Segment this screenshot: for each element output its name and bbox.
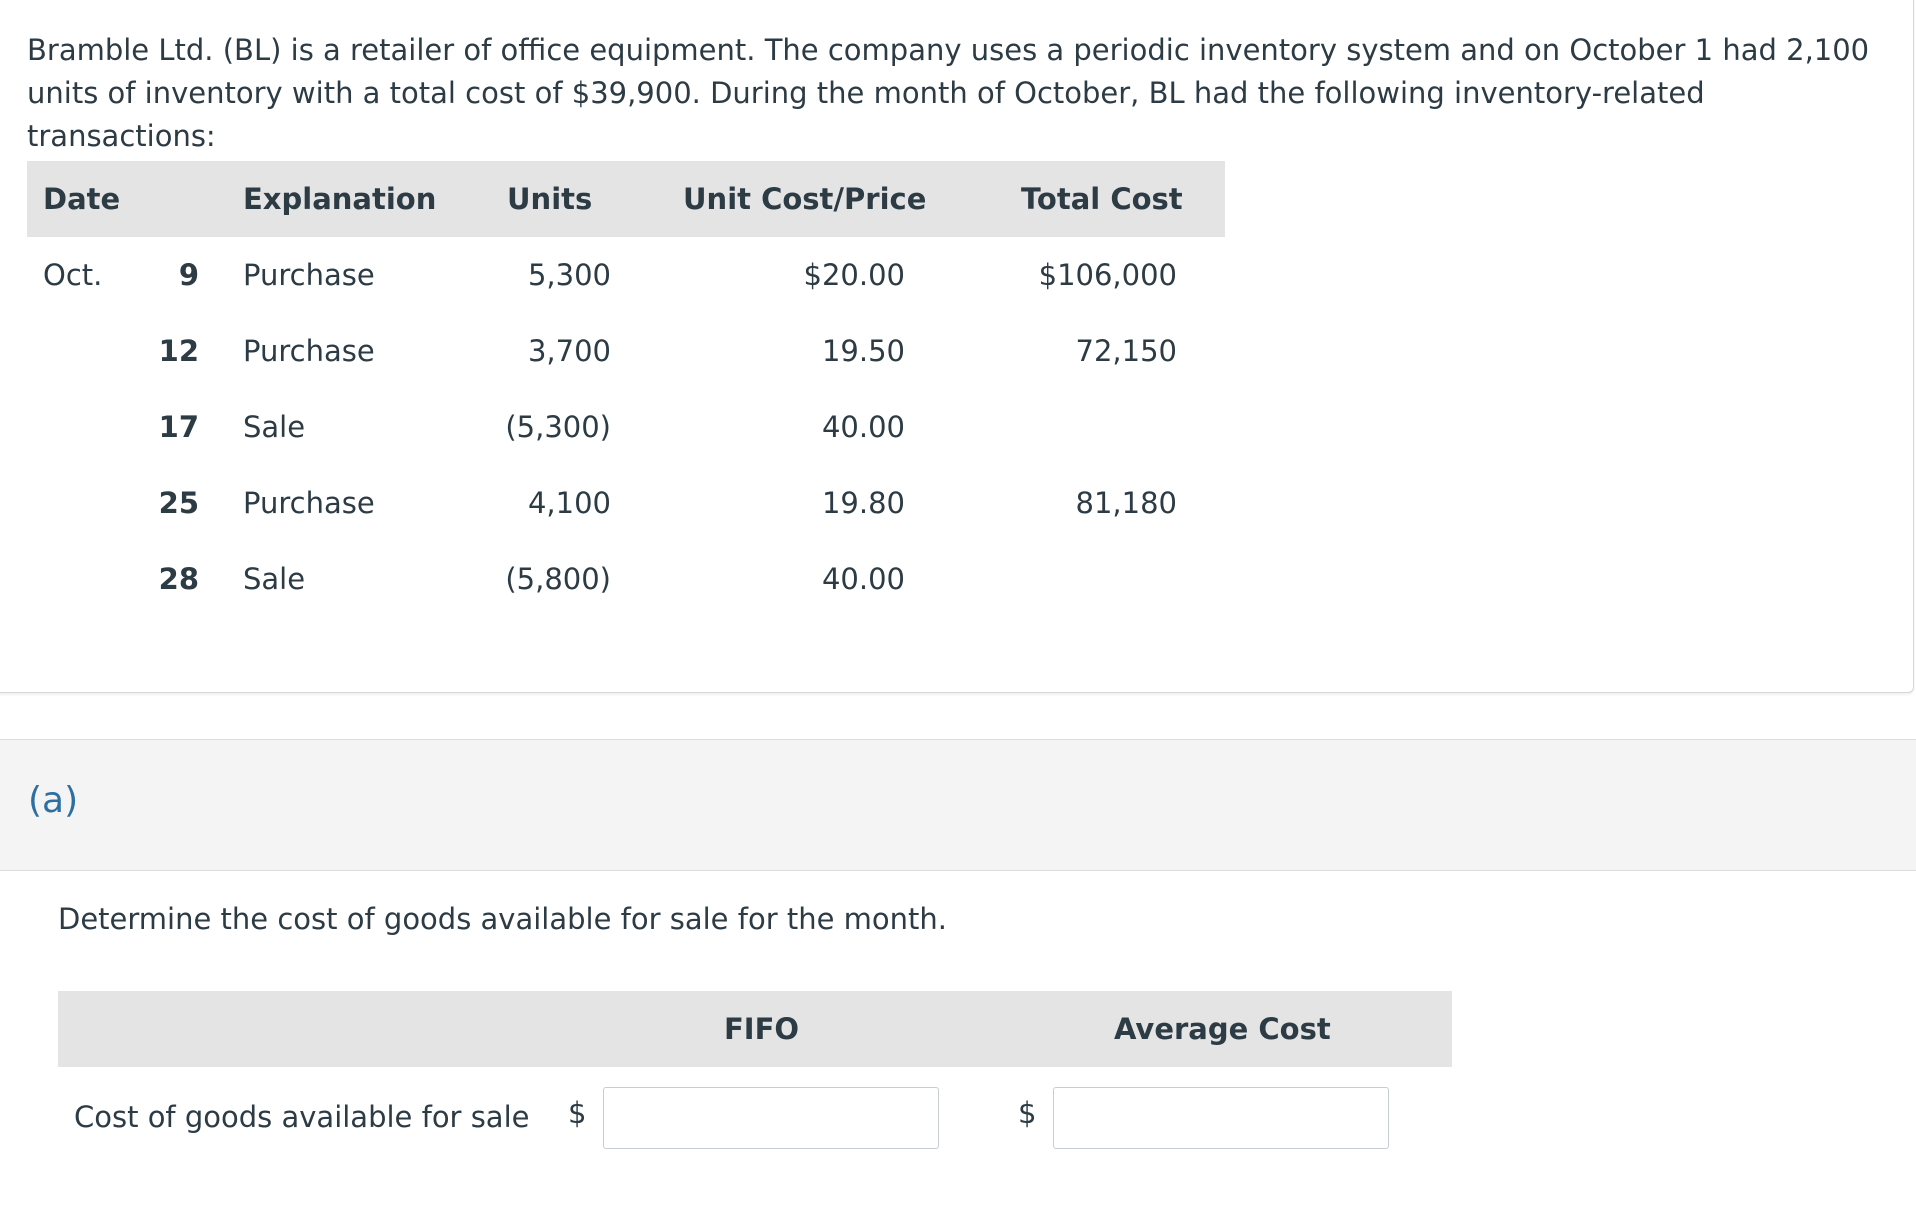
header-total-cost: Total Cost	[1021, 182, 1183, 216]
table-row	[27, 313, 1225, 389]
row-units: (5,800)	[505, 562, 611, 596]
problem-intro-text: Bramble Ltd. (BL) is a retailer of office equipment. The company uses a periodic inventory system and on October 1 had 2,100 units of inventory with a total cost of $39,900. During the month of October, BL had the following inventory-related transactions:	[27, 33, 1870, 153]
header-explanation: Explanation	[243, 182, 437, 216]
row-day: 12	[158, 334, 199, 368]
row-unit-cost: 19.80	[821, 486, 905, 520]
fifo-dollar-sign: $	[568, 1096, 587, 1130]
row-unit-cost: 19.50	[821, 334, 905, 368]
row-units: 5,300	[527, 258, 611, 292]
row-explanation: Purchase	[243, 258, 375, 292]
average-cost-input[interactable]	[1053, 1087, 1389, 1149]
header-unit-cost-price: Unit Cost/Price	[683, 182, 927, 216]
row-units: 3,700	[527, 334, 611, 368]
table-row	[27, 465, 1225, 541]
transactions-table	[27, 161, 1225, 596]
answer-table-header	[58, 991, 1452, 1067]
transactions-table-header	[27, 161, 1225, 237]
row-explanation: Sale	[243, 562, 306, 596]
row-day: 25	[158, 486, 199, 520]
row-units: (5,300)	[505, 410, 611, 444]
header-average-cost: Average Cost	[1114, 1012, 1331, 1046]
header-fifo: FIFO	[724, 1012, 800, 1046]
row-total-cost: 72,150	[1075, 334, 1177, 368]
fifo-cost-input[interactable]	[603, 1087, 939, 1149]
table-row	[27, 389, 1225, 465]
row-explanation: Purchase	[243, 334, 375, 368]
header-date: Date	[43, 182, 121, 216]
row-day: 28	[158, 562, 199, 596]
row-month: Oct.	[43, 258, 103, 292]
row-unit-cost: 40.00	[821, 410, 905, 444]
row-total-cost: 81,180	[1075, 486, 1177, 520]
row-units: 4,100	[527, 486, 611, 520]
row-explanation: Sale	[243, 410, 306, 444]
row-day: 9	[178, 258, 199, 292]
answer-row-label: Cost of goods available for sale	[74, 1100, 530, 1134]
average-cost-dollar-sign: $	[1018, 1096, 1037, 1130]
row-unit-cost: 40.00	[821, 562, 905, 596]
row-explanation: Purchase	[243, 486, 375, 520]
header-units: Units	[507, 182, 593, 216]
row-unit-cost: $20.00	[803, 258, 905, 292]
table-row	[27, 237, 1225, 313]
row-total-cost: $106,000	[1038, 258, 1177, 292]
part-a-label: (a)	[28, 780, 79, 821]
part-a-question: Determine the cost of goods available for sale for the month.	[58, 902, 947, 936]
row-day: 17	[158, 410, 199, 444]
table-row	[27, 541, 1225, 617]
part-a-header	[0, 739, 1916, 871]
